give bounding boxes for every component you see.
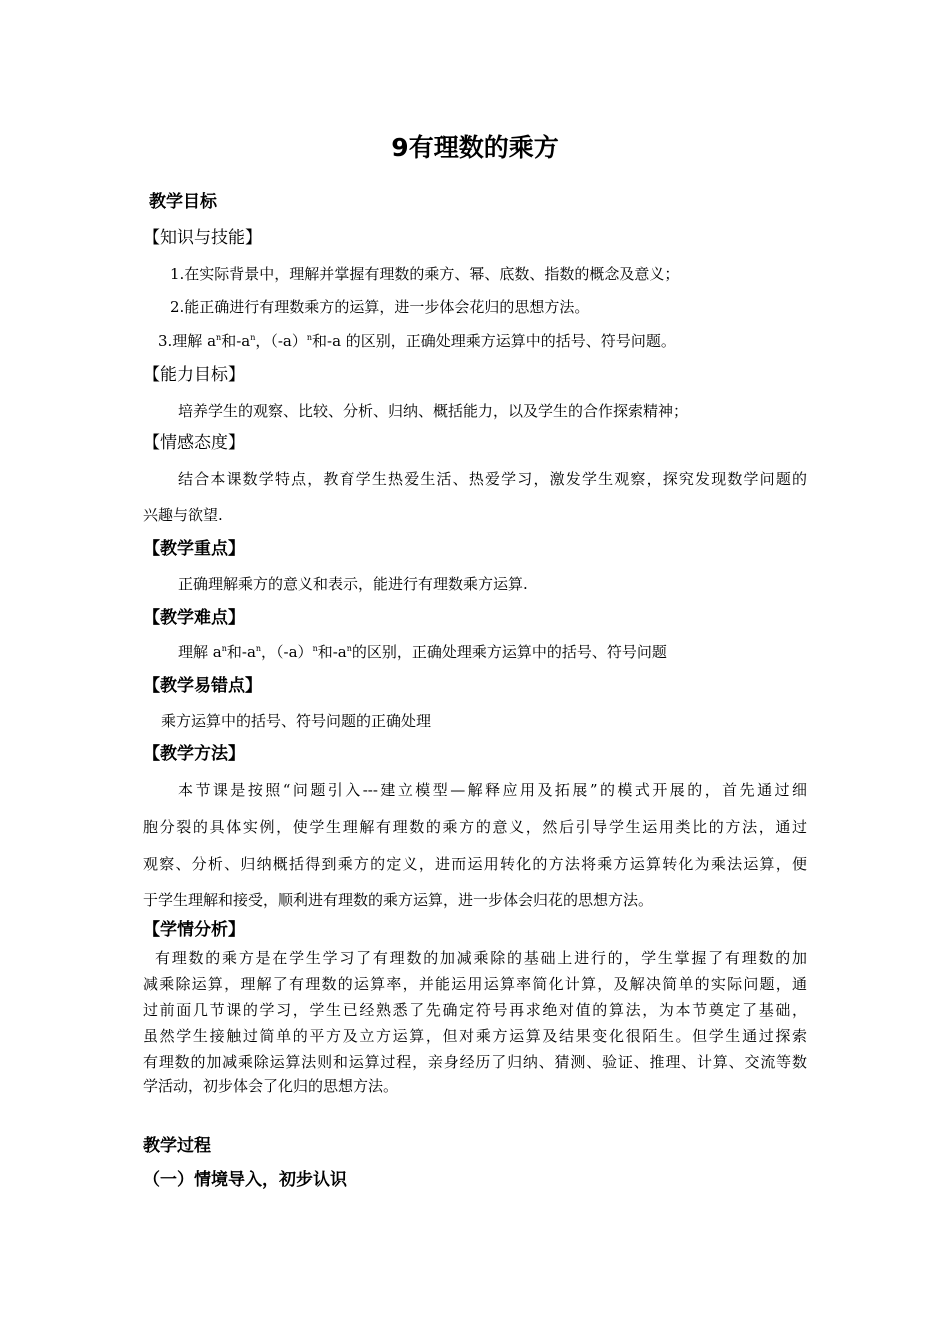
method-line-4: 于学生理解和接受，顺利进有理数的乘方运算，进一步体会归花的思想方法。 <box>143 891 654 909</box>
exponent-n: n <box>312 644 318 653</box>
emotion-heading: 【情感态度】 <box>143 433 245 453</box>
method-line-2: 胞分裂的具体实例，使学生理解有理数的乘方的意义，然后引导学生运用类比的方法，通过 <box>143 818 807 836</box>
ability-text: 培养学生的观察、比较、分析、归纳、概括能力，以及学生的合作探索精神； <box>178 402 689 420</box>
error-prone-text: 乘方运算中的括号、符号问题的正确处理 <box>161 712 432 730</box>
exponent-n: n <box>221 644 227 653</box>
knowledge-item-1: 1.在实际背景中，理解并掌握有理数的乘方、幂、底数、指数的概念及意义； <box>170 265 680 283</box>
process-heading: 教学过程 <box>143 1136 211 1156</box>
method-heading: 【教学方法】 <box>143 744 245 764</box>
difficulty-heading: 【教学难点】 <box>143 608 245 628</box>
method-line-1: 本节课是按照“问题引入---建立模型—解释应用及拓展”的模式开展的，首先通过细 <box>178 781 807 799</box>
difficulty-part-c: ，（-a） <box>261 643 313 661</box>
analysis-line-1: 有理数的乘方是在学生学习了有理数的加减乘除的基础上进行的，学生掌握了有理数的加 <box>155 949 807 967</box>
emotion-line-1: 结合本课数学特点，教育学生热爱生活、热爱学习，激发学生观察，探究发现数学问题的 <box>178 470 807 488</box>
method-line-3: 观察、分析、归纳概括得到乘方的定义，进而运用转化的方法将乘方运算转化为乘法运算，便 <box>143 855 807 873</box>
exponent-n: n <box>255 644 262 653</box>
key-point-text: 正确理解乘方的意义和表示，能进行有理数乘方运算. <box>178 575 528 593</box>
analysis-line-3: 过前面几节课的学习，学生已经熟悉了先确定符号再求绝对值的算法，为本节奠定了基础， <box>143 1001 807 1019</box>
analysis-line-2: 减乘除运算，理解了有理数的运算率，并能运用运算率简化计算，及解决简单的实际问题，通 <box>143 975 807 993</box>
exponent-n: n <box>306 333 313 342</box>
difficulty-text <box>178 642 667 662</box>
ability-heading: 【能力目标】 <box>143 365 245 385</box>
analysis-line-6: 学活动，初步体会了化归的思想方法。 <box>143 1077 399 1095</box>
knowledge-item-3-part-a: 3.理解 a <box>158 332 217 350</box>
teaching-goals-heading: 教学目标 <box>149 192 217 212</box>
knowledge-item-2: 2.能正确进行有理数乘方的运算，进一步体会花归的思想方法。 <box>170 298 590 316</box>
analysis-line-5: 有理数的加减乘除运算法则和运算过程，亲身经历了归纳、猜测、验证、推理、计算、交流等数 <box>143 1053 807 1071</box>
knowledge-item-3-part-b: 和-a <box>221 332 251 350</box>
error-prone-heading: 【教学易错点】 <box>143 676 262 696</box>
analysis-heading: 【学情分析】 <box>143 920 245 940</box>
difficulty-part-b: 和-a <box>226 643 256 661</box>
analysis-line-4: 虽然学生接触过简单的平方及立方运算，但对乘方运算及结果变化很陌生。但学生通过探索 <box>143 1027 807 1045</box>
difficulty-part-a: 理解 a <box>178 643 222 661</box>
key-point-heading: 【教学重点】 <box>143 539 245 559</box>
difficulty-part-e: 的区别，正确处理乘方运算中的括号、符号问题 <box>351 643 667 661</box>
page-title: 9有理数的乘方 <box>391 133 559 162</box>
exponent-n: n <box>346 644 352 653</box>
knowledge-item-3-part-c: ，（-a） <box>255 332 307 350</box>
emotion-line-2: 兴趣与欲望. <box>143 506 223 524</box>
exponent-n: n <box>250 333 256 342</box>
knowledge-item-3-part-d: 和-a 的区别，正确处理乘方运算中的括号、符号问题。 <box>312 332 676 350</box>
knowledge-skill-heading: 【知识与技能】 <box>143 228 262 248</box>
exponent-n: n <box>216 333 222 342</box>
difficulty-part-d: 和-a <box>317 643 347 661</box>
knowledge-item-3 <box>158 331 676 351</box>
process-step-1: （一）情境导入，初步认识 <box>143 1170 347 1190</box>
